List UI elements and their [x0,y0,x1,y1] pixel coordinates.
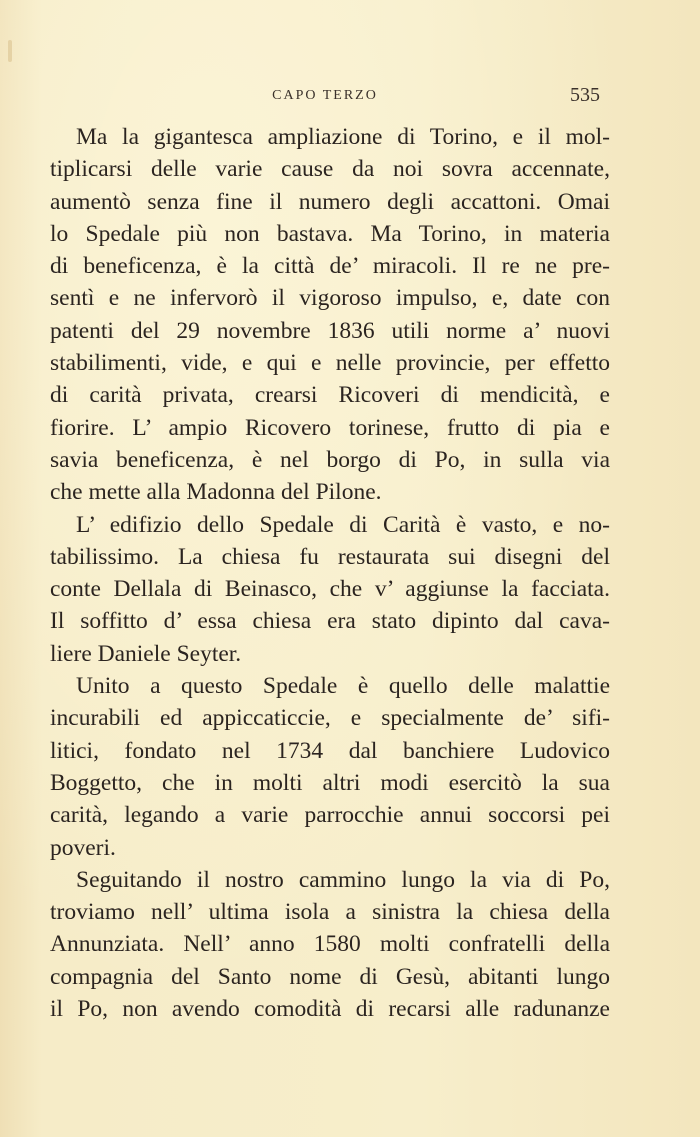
text-line: Il soffitto d’ essa chiesa era stato dipinto dal cava- [50,608,610,635]
text-line: incurabili ed appiccaticcie, e specialmente de’ sifi- [50,705,610,732]
text-line: tiplicarsi delle varie cause da noi sovra accennate, [50,156,610,183]
page-number: 535 [570,84,600,106]
text-line: Unito a questo Spedale è quello delle malattie [76,673,610,700]
text-line: di beneficenza, è la città de’ miracoli. Il re ne pre- [50,253,610,280]
text-line: L’ edifizio dello Spedale di Carità è vasto, e no- [76,511,610,538]
text-line: aumentò senza fine il numero degli accattoni. Omai [50,188,610,215]
text-line: tabilissimo. La chiesa fu restaurata sui disegni del [50,543,610,570]
text-line: litici, fondato nel 1734 dal banchiere Ludovico [50,737,610,764]
text-line: sentì e ne infervorò il vigoroso impulso, e, date con [50,285,610,312]
page-edge-stain [8,40,12,62]
text-line: savia beneficenza, è nel borgo di Po, in sulla via [50,446,610,473]
running-head: CAPO TERZO [272,88,378,103]
text-line: carità, legando a varie parrocchie annui soccorsi pei [50,802,610,829]
text-line: che mette alla Madonna del Pilone. [50,479,382,506]
text-line: fiorire. L’ ampio Ricovero torinese, frutto di pia e [50,414,610,441]
text-line: compagnia del Santo nome di Gesù, abitanti lungo [50,963,610,990]
text-line: il Po, non avendo comodità di recarsi alle radunanze [50,996,610,1023]
text-line: conte Dellala di Beinasco, che v’ aggiunse la facciata. [50,576,610,603]
page-header [50,84,600,114]
text-line: stabilimenti, vide, e qui e nelle provincie, per effetto [50,350,610,377]
text-line: Annunziata. Nell’ anno 1580 molti confratelli della [50,931,610,958]
text-line: lo Spedale più non bastava. Ma Torino, in materia [50,220,610,247]
text-line: Boggetto, che in molti altri modi esercitò la sua [50,769,610,796]
text-line: troviamo nell’ ultima isola a sinistra la chiesa della [50,899,610,926]
text-line: liere Daniele Seyter. [50,640,242,667]
body-text [50,121,610,1025]
text-line: Seguitando il nostro cammino lungo la via di Po, [76,866,610,893]
text-line: patenti del 29 novembre 1836 utili norme a’ nuovi [50,317,610,344]
text-line: poveri. [50,834,116,861]
text-line: di carità privata, crearsi Ricoveri di mendicità, e [50,382,610,409]
text-line: Ma la gigantesca ampliazione di Torino, e il mol- [76,124,610,150]
